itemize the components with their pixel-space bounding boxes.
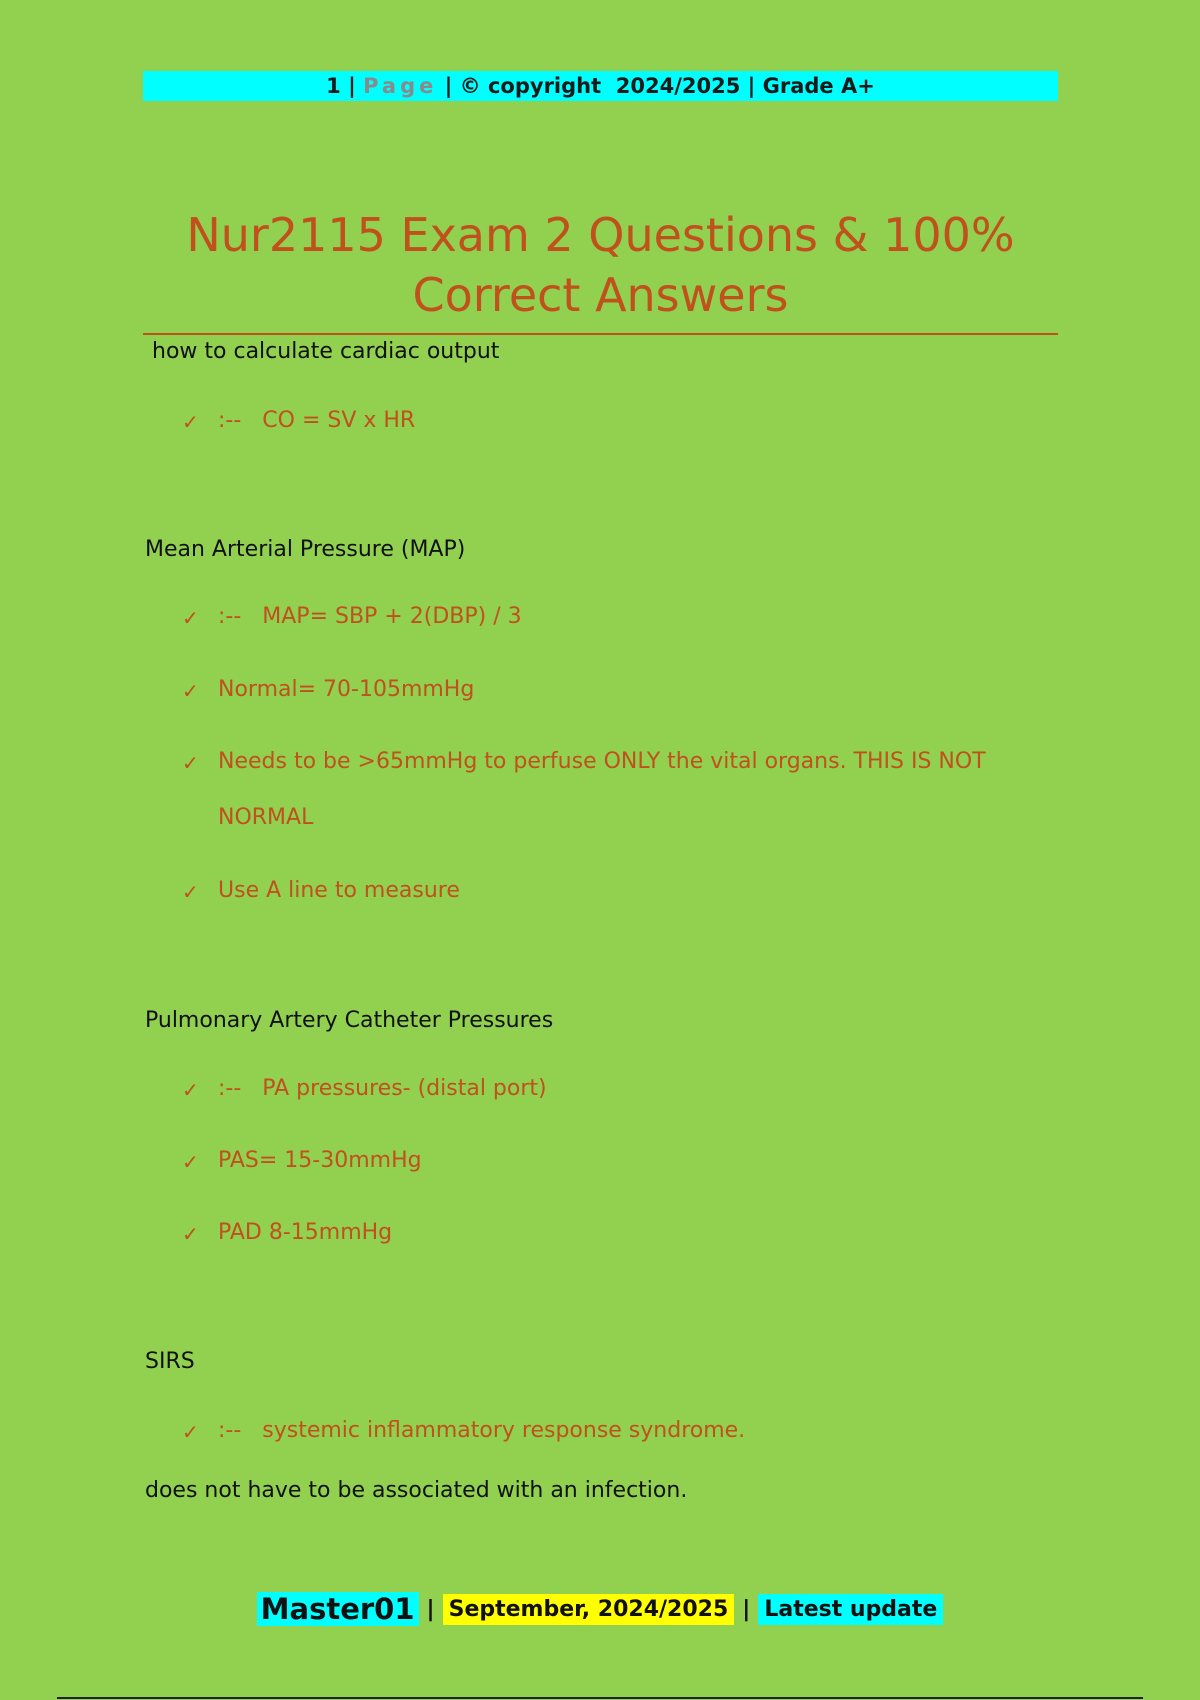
author-name: Master01 xyxy=(257,1592,419,1626)
copyright-text: © copyright 2024/2025 xyxy=(459,74,741,98)
question-map: Mean Arterial Pressure (MAP) xyxy=(145,537,466,562)
document-title: Nur2115 Exam 2 Questions & 100% Correct Answers xyxy=(186,208,1015,322)
answer-item: ✓ Needs to be >65mmHg to perfuse ONLY the vital organs. THIS IS NOT NORMAL xyxy=(182,749,986,830)
answer-item: ✓ PAS= 15-30mmHg xyxy=(182,1148,422,1174)
checkmark-icon: ✓ xyxy=(182,880,199,904)
checkmark-icon: ✓ xyxy=(182,1150,199,1174)
checkmark-icon: ✓ xyxy=(182,1222,199,1246)
checkmark-icon: ✓ xyxy=(182,679,199,703)
checkmark-icon: ✓ xyxy=(182,1078,199,1102)
header-separator: | xyxy=(740,74,763,98)
answer-item: ✓ Normal= 70-105mmHg xyxy=(182,677,475,703)
page-number: 1 xyxy=(326,74,341,98)
answer-item: ✓ PAD 8-15mmHg xyxy=(182,1220,393,1246)
question-sirs: SIRS xyxy=(145,1349,195,1374)
answer-item: ✓ :-- systemic inflammatory response syndrome. xyxy=(182,1418,746,1444)
grade-text: Grade A+ xyxy=(762,74,875,98)
checkmark-icon: ✓ xyxy=(182,410,199,434)
header-separator: | xyxy=(437,74,460,98)
checkmark-icon: ✓ xyxy=(182,606,199,630)
bottom-divider xyxy=(57,1697,1143,1699)
question-pa-catheter: Pulmonary Artery Catheter Pressures xyxy=(145,1008,554,1033)
answer-item: ✓ :-- PA pressures- (distal port) xyxy=(182,1076,547,1102)
answer-item: ✓ :-- CO = SV x HR xyxy=(182,408,416,434)
question-cardiac-output: how to calculate cardiac output xyxy=(152,339,500,364)
checkmark-icon: ✓ xyxy=(182,1420,199,1444)
page-label: Page xyxy=(363,74,438,98)
footer-date: September, 2024/2025 xyxy=(443,1594,735,1625)
page-footer xyxy=(0,1592,1200,1626)
answer-item: ✓ :-- MAP= SBP + 2(DBP) / 3 xyxy=(182,604,522,630)
answer-item: ✓ Use A line to measure xyxy=(182,878,460,904)
answer-note: does not have to be associated with an infection. xyxy=(145,1478,688,1503)
footer-separator: | xyxy=(742,1596,751,1622)
header-separator: | xyxy=(340,74,364,98)
footer-separator: | xyxy=(426,1596,435,1622)
checkmark-icon: ✓ xyxy=(182,751,199,775)
page-header xyxy=(143,71,1058,101)
latest-update-label: Latest update xyxy=(758,1594,943,1625)
title-divider xyxy=(143,333,1058,335)
